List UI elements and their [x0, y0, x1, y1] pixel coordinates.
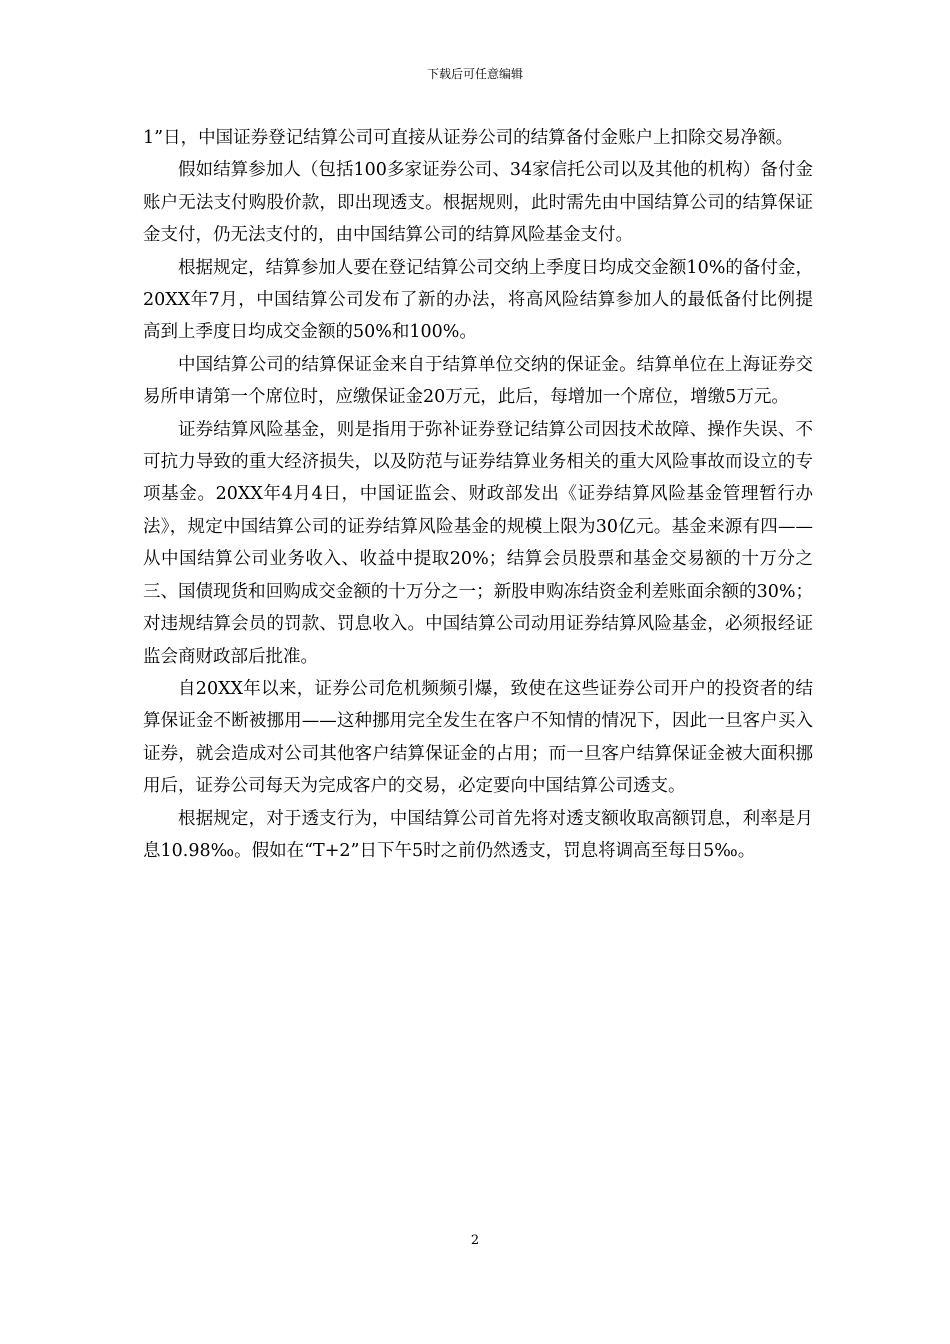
paragraph-reserve-ratio: 根据规定，结算参加人要在登记结算公司交纳上季度日均成交金额10%的备付金，20XX年7月，中国结算公司发布了新的办法，将高风险结算参加人的最低备付比例提高到上季度日均成交金额的50%和100%。 — [143, 257, 813, 343]
paragraph-settlement-deposit: 中国结算公司的结算保证金来自于结算单位交纳的保证金。结算单位在上海证券交易所申请第一个席位时，应缴保证金20万元，此后，每增加一个席位，增缴5万元。 — [143, 354, 813, 408]
page-number: 2 — [470, 1233, 480, 1248]
paragraph-risk-fund: 证券结算风险基金，则是指用于弥补证券登记结算公司因技术故障、操作失误、不可抗力导致的重大经济损失，以及防范与证券结算业务相关的重大风险事故而设立的专项基金。20XX年4月4日，中国证监会、财政部发出《证券结算风险基金管理暂行办法》，规定中国结算公司的证券结算风险基金的规模上限为30亿元。基金来源有四——从中国结算公司业务收入、收益中提取20%；结算会员股票和基金交易额的十万分之三、国债现货和回购成交金额的十万分之一；新股申购冻结资金利差账面余额的30%；对违规结算会员的罚款、罚息收入。中国结算公司动用证券结算风险基金，必须报经证监会商财政部后批准。 — [143, 419, 813, 667]
paragraph-continuation: 1”日，中国证券登记结算公司可直接从证券公司的结算备付金账户上扣除交易净额。 — [143, 128, 794, 148]
paragraph-overdraft-scenario: 假如结算参加人（包括100多家证券公司、34家信托公司以及其他的机构）备付金账户无法支付购股价款，即出现透支。根据规则，此时需先由中国结算公司的结算保证金支付，仍无法支付的，由中国结算公司的结算风险基金支付。 — [143, 160, 813, 246]
document-body — [143, 122, 813, 867]
page-header: 下载后可任意编辑 — [426, 67, 523, 81]
paragraph-misappropriation: 自20XX年以来，证券公司危机频频引爆，致使在这些证券公司开户的投资者的结算保证金不断被挪用——这种挪用完全发生在客户不知情的情况下，因此一旦客户买入证券，就会造成对公司其他客户结算保证金的占用；而一旦客户结算保证金被大面积挪用后，证券公司每天为完成客户的交易，必定要向中国结算公司透支。 — [143, 678, 813, 797]
paragraph-penalty-interest: 根据规定，对于透支行为，中国结算公司首先将对透支额收取高额罚息，利率是月息10.98‰。假如在“T+2”日下午5时之前仍然透支，罚息将调高至每日5‰。 — [143, 808, 813, 861]
